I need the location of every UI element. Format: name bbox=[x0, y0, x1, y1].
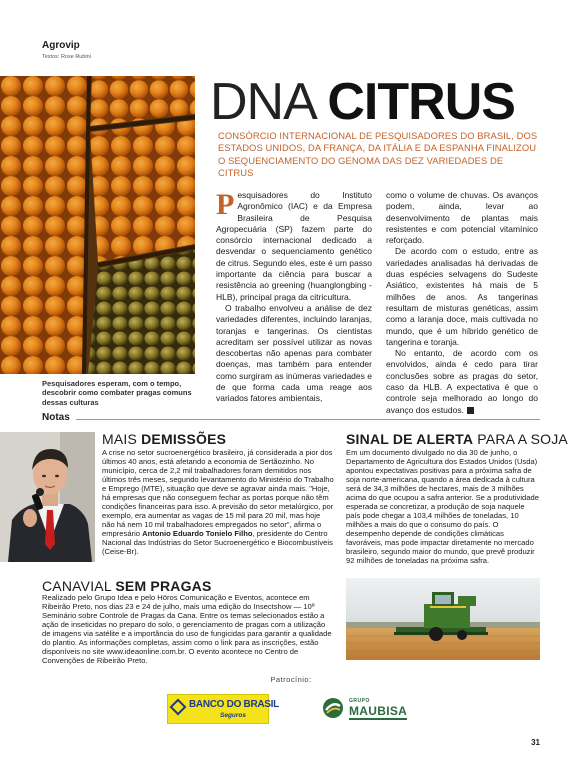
grupo-maubisa-logo bbox=[322, 694, 418, 724]
photo-caption: Pesquisadores esperam, com o tempo, descobrir como combater pragas comuns dessas culturas bbox=[42, 379, 192, 407]
paragraph-text: esquisadores do Instituto Agronômico (IAC) e da Empresa Brasileira de Pesquisa Agropecuária (SP) fazem parte do consórcio internacional dedicado a desvendar o sequenciamento genético de citrus. Segundo eles, este é um passo importante da ciência para buscar a resistência ao greening (huanglongbing - HLB), principal praga da citricultura. bbox=[216, 190, 372, 302]
executive-portrait bbox=[0, 432, 95, 562]
end-mark-icon bbox=[467, 407, 474, 414]
article-paragraph: O trabalho envolveu a análise de dez variedades diferentes, incluindo laranjas, toranjas e tangerinas. Os cientistas acreditam ser possível utilizar as novas descobertas não apenas para combater doenças, mas também para entender como surgiram as inúmeras variedades e de que forma cada uma reage aos variados fatores ambientais, bbox=[216, 302, 372, 404]
article-column-2 bbox=[386, 190, 538, 416]
portrait-illustration bbox=[0, 432, 95, 562]
citrus-photo-illustration bbox=[0, 76, 195, 374]
article-paragraph: como o volume de chuvas. Os avanços podem, ainda, levar ao desenvolvimento de plantas mais resistentes e com potencial vitamínico reforçado. bbox=[386, 190, 538, 246]
note-title-demissoes bbox=[102, 432, 226, 446]
title-light: PARA A SOJA bbox=[473, 431, 568, 447]
article-paragraph bbox=[386, 348, 538, 416]
title-bold: DEMISSÕES bbox=[141, 431, 227, 447]
maubisa-swirl-icon bbox=[322, 697, 344, 719]
article-paragraph: De acordo com o estudo, entre as variedades analisadas há derivadas de duas espécies selvagens do Sudeste Asiático, existentes há mais de 5 milhões de anos. As tangerinas resultam de misturas genéticas, assim como a laranja doce, mais cultivada no mundo, que é um híbrido genético de tangerina e toranja. bbox=[386, 246, 538, 347]
note-text-part: A crise no setor sucroenergético brasileiro, já considerada a pior dos últimos 40 anos, está afetando a economia de Sertãozinho. No município, cerca de 2,2 mil trabalhadores foram demitidos nos últimos três meses, segundo levantamento do Ministério do Trabalho e Emprego (MTE), situação que deve se agravar ainda mais. "Hoje, há empresas que não conseguem fechar as portas porque não têm condições financeiras para isso. A previsão do setor metalúrgico, por exemplo, era aumentar as vagas de 15 mil para 20 mil, mas hoje não há nem 10 mil trabalhadores empregados no setor", afirma o empresário bbox=[102, 448, 334, 539]
title-bold: SINAL DE ALERTA bbox=[346, 431, 474, 447]
note-text-part: , presidente do Centro Nacional das Indústrias do Setor Sucroenergético e Biocombustíveis (Ceise-Br). bbox=[102, 529, 333, 557]
paragraph-text: No entanto, de acordo com os envolvidos, ainda é cedo para tirar conclusões sobre as pragas do setor, caso da HLB. A expectativa é que o controle seja melhorado ao longo do avanço dos estudos. bbox=[386, 348, 538, 415]
title-light: MAIS bbox=[102, 431, 142, 447]
note-text-demissoes bbox=[102, 448, 334, 556]
section-name: Agrovip bbox=[42, 40, 80, 51]
citrus-market-photo bbox=[0, 76, 195, 374]
bb-diamond-icon bbox=[170, 699, 187, 716]
headline-bold: CITRUS bbox=[327, 73, 515, 131]
section-divider bbox=[76, 419, 540, 420]
sponsor-label: Patrocínio: bbox=[270, 675, 312, 684]
note-title-alerta bbox=[346, 432, 568, 446]
drop-cap: P bbox=[216, 188, 235, 221]
person-name: Antonio Eduardo Tonielo Filho bbox=[142, 529, 253, 539]
title-bold: SEM PRAGAS bbox=[115, 578, 212, 594]
note-text-alerta: Em um documento divulgado no dia 30 de junho, o Departamento de Agricultura dos Estados Unidos (Usda) apontou expectativas positivas para a próxima safra de soja norte-americana, quando a área dedicada à cultura será de 34,3 milhões de hectares, mais de 3 milhões acima do que ocupou a safra anterior. Se a produtividade esperada se concretizar, a produção de soja naquele país pode chegar a 103,4 milhões de toneladas, 10 milhões a mais do que o consumo do país. O desempenho depende de condições climáticas favoráveis, mas pode impactar diretamente no mercado brasileiro, segundo maior do mundo, que prevê produzir 92 milhões de toneladas na próxima safra. bbox=[346, 448, 539, 566]
page-number: 31 bbox=[531, 738, 540, 747]
article-deck: CONSÓRCIO INTERNACIONAL DE PESQUISADORES DO BRASIL, DOS ESTADOS UNIDOS, DA FRANÇA, DA ITÁLIA E DA ESPANHA FINALIZOU O SEQUENCIAMENTO DO GENOMA DAS DEZ VARIEDADES DE CITRUS bbox=[218, 130, 538, 179]
bb-logo-sub: Seguros bbox=[220, 712, 247, 719]
article-column-1 bbox=[216, 190, 372, 405]
article-headline bbox=[210, 73, 515, 131]
notas-section-label: Notas bbox=[42, 412, 70, 423]
title-light: CANAVIAL bbox=[42, 578, 116, 594]
banco-do-brasil-seguros-logo bbox=[167, 694, 279, 724]
note-text-canavial: Realizado pelo Grupo Idea e pelo Höros Comunicação e Eventos, acontece em Ribeirão Preto, nos dias 23 e 24 de julho, mais uma edição do Insectshow — 10º Seminário sobre Controle de Pragas da Cana. Entre os temas selecionados estão a ação de inseticidas no preparo do solo, o gerenciamento de pragas com a utilização de imagens via satélite e a importância do uso de fungicidas para garantir a qualidade do plantio. As informações completas, assim como o link para as inscrições, estão disponíveis no site www.ideaonline.com.br. O evento acontece no Centro de Convenções de Ribeirão Preto. bbox=[42, 593, 332, 666]
note-title-canavial bbox=[42, 579, 212, 593]
headline-light: DNA bbox=[210, 73, 328, 131]
maubisa-group-text: GRUPO bbox=[349, 698, 370, 704]
article-paragraph bbox=[216, 190, 372, 303]
maubisa-underline bbox=[349, 718, 407, 720]
harvester-illustration bbox=[346, 578, 540, 660]
harvester-photo bbox=[346, 578, 540, 660]
bb-logo-name: BANCO DO BRASIL bbox=[189, 699, 279, 710]
byline: Textos: Rose Rubini bbox=[42, 54, 91, 60]
maubisa-name: MAUBISA bbox=[349, 704, 408, 718]
